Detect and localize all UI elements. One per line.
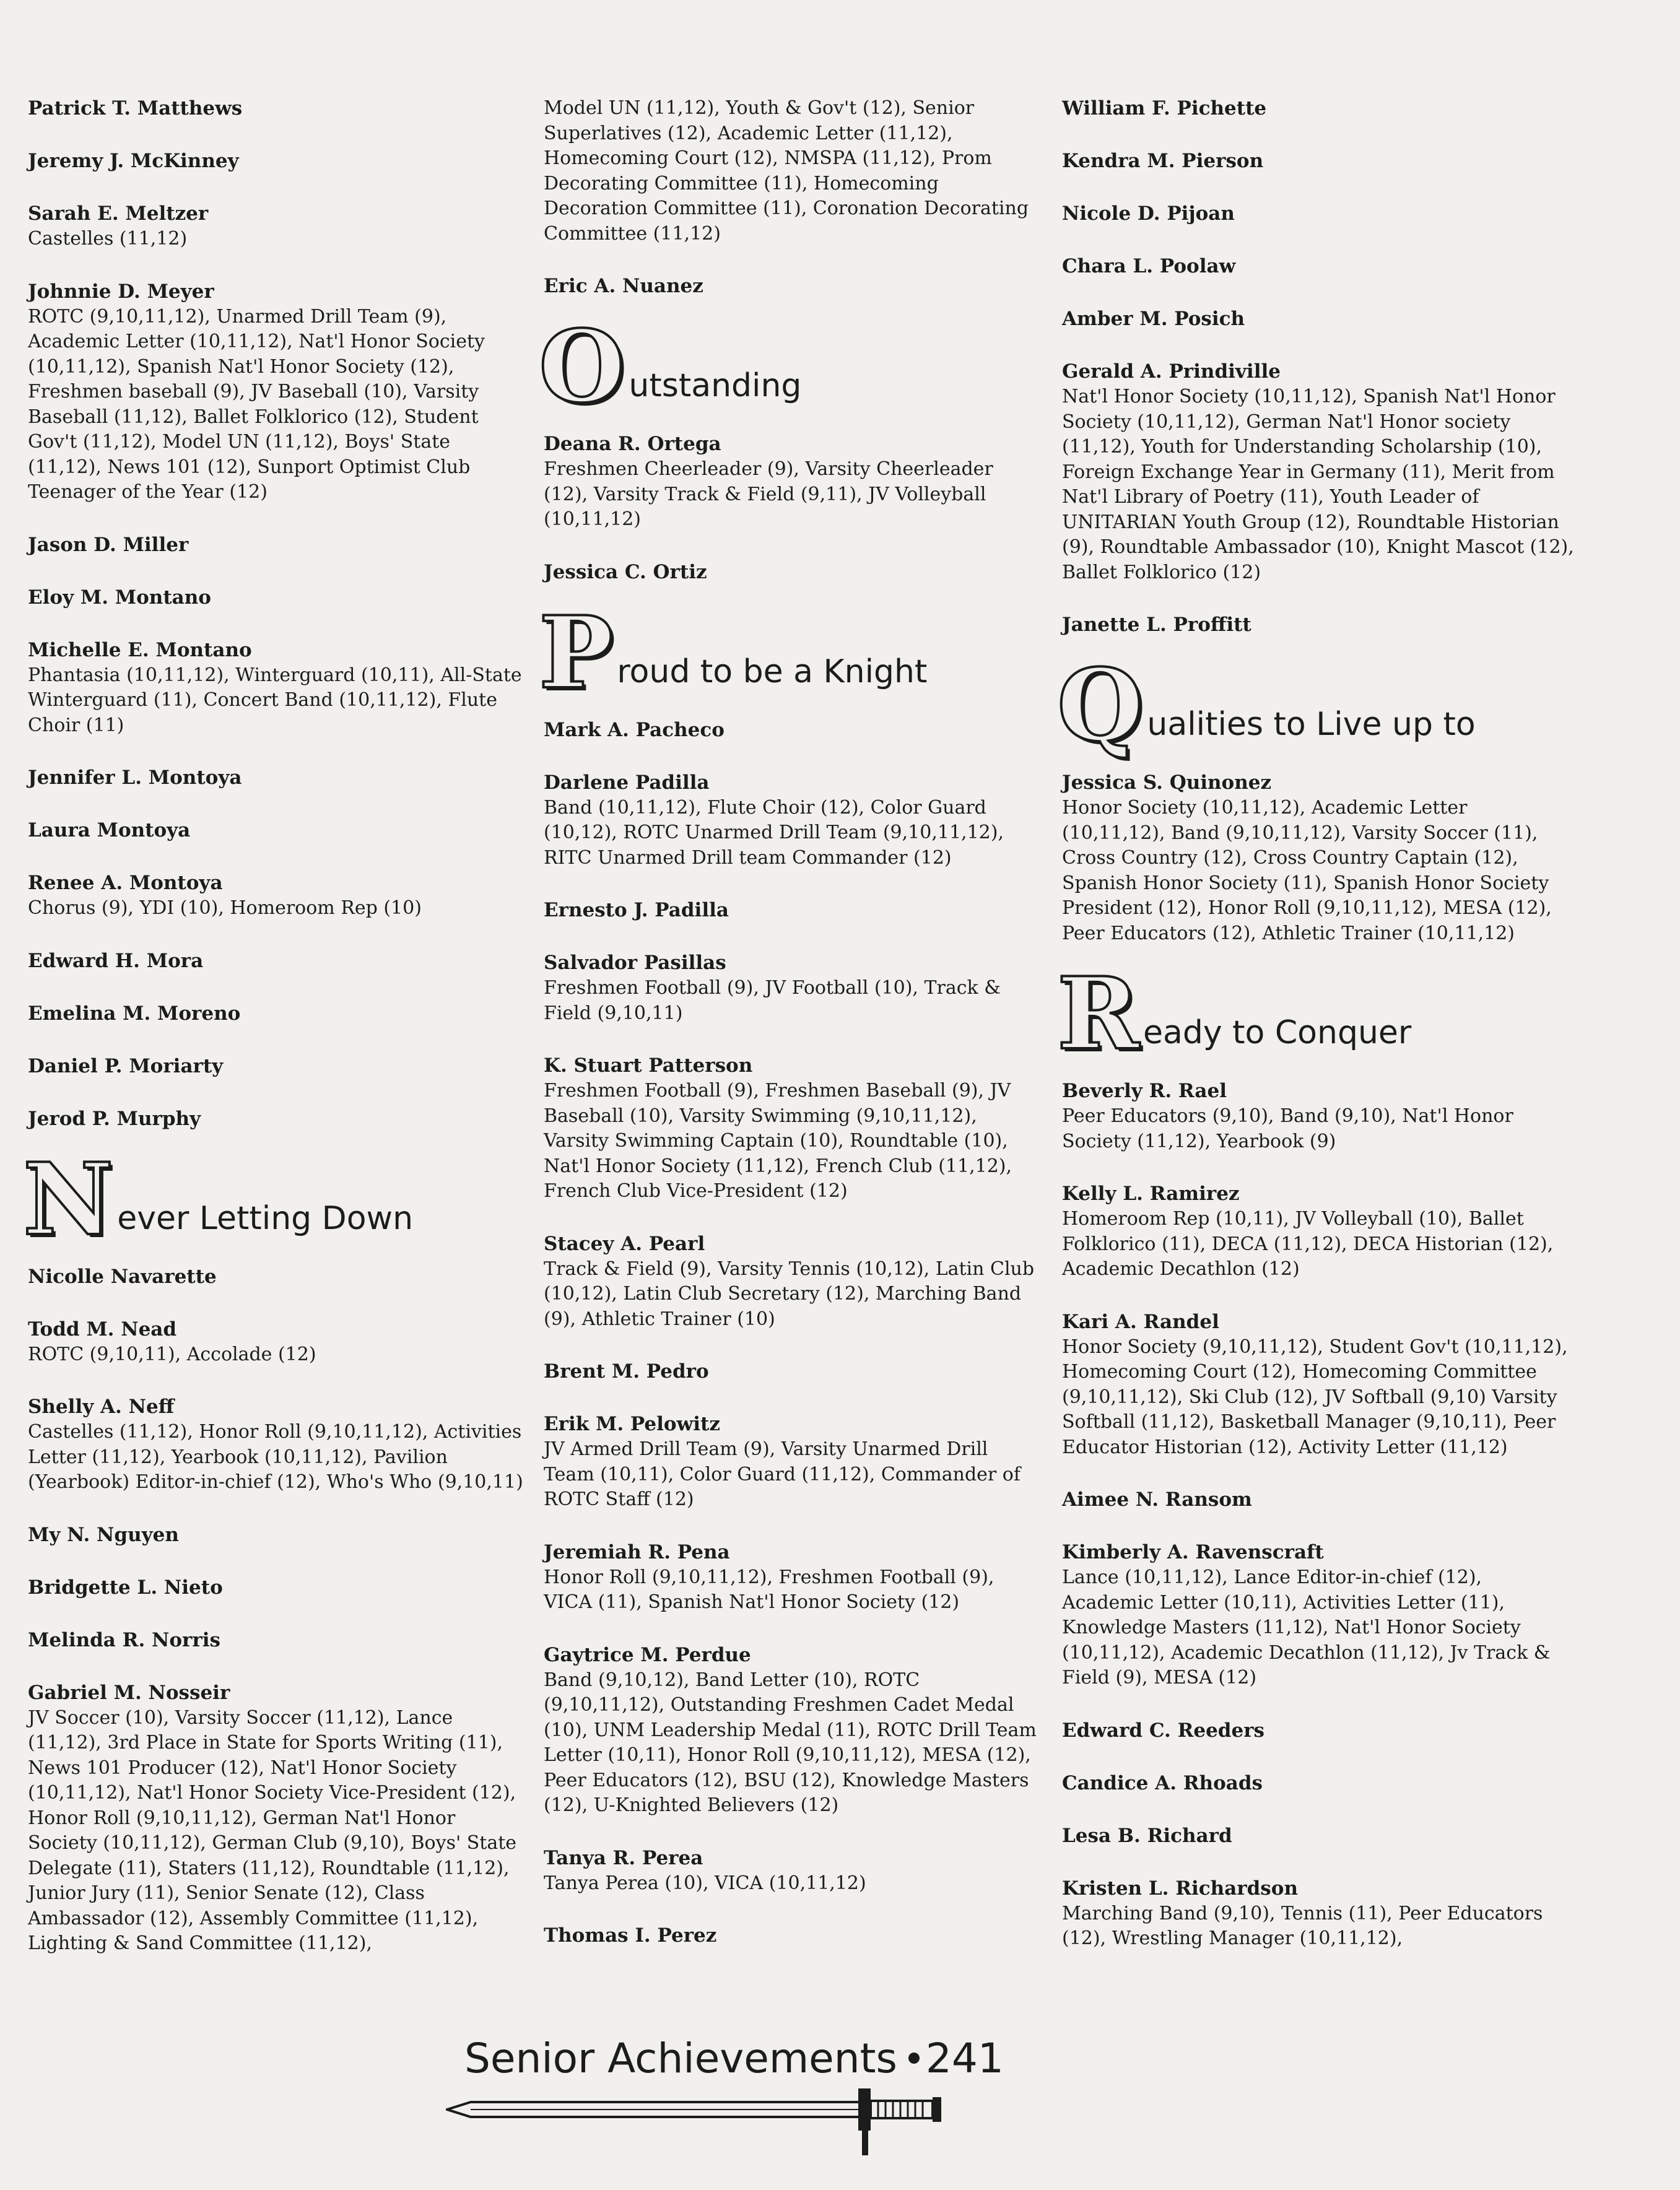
achievement-list: Castelles (11,12) <box>28 228 188 250</box>
senior-name: Brent M. Pedro <box>544 1360 709 1383</box>
senior-name: Todd M. Nead <box>28 1318 177 1341</box>
senior-entry <box>1062 612 1576 638</box>
senior-entry <box>28 1054 523 1079</box>
senior-entry <box>544 950 1039 1026</box>
achievement-list: Nat'l Honor Society (10,11,12), Spanish Nat'l Honor Society (10,11,12), German Nat'l Honor society (11,12), Youth for Understanding Scholarship (10), Foreign Exchange Year in Germany (11), Merit from Nat'l Library of Poetry (11), Youth Leader of UNITARIAN Youth Group (12), Roundtable Historian (9), Roundtable Ambassador (10), Knight Mascot (12), Ballet Folklorico (12) <box>1062 386 1574 583</box>
senior-entry <box>1062 149 1576 174</box>
senior-entry <box>28 585 523 611</box>
senior-entry <box>28 1394 523 1495</box>
senior-name: Kelly L. Ramirez <box>1062 1183 1240 1205</box>
senior-entry <box>544 1359 1039 1384</box>
senior-entry <box>1062 201 1576 227</box>
senior-entry <box>28 871 523 921</box>
senior-entry <box>28 1317 523 1368</box>
senior-entry <box>1062 1540 1576 1691</box>
senior-entry <box>28 1628 523 1653</box>
drop-cap-letter: O <box>539 308 625 425</box>
section-heading <box>23 1141 523 1258</box>
senior-entry <box>28 638 523 739</box>
senior-name: William F. Pichette <box>1062 97 1267 119</box>
achievement-list: ROTC (9,10,11,12), Unarmed Drill Team (9), Academic Letter (10,11,12), Nat'l Honor Society (10,11,12), Spanish Nat'l Honor Society (12), Freshmen baseball (9), JV Baseball (10), Varsity Baseball (11,12), Ballet Folklorico (12), Student Gov't (11,12), Model UN (11,12), Boys' State (11,12), News 101 (12), Sunport Optimist Club Teenager of the Year (12) <box>28 305 485 503</box>
column-2 <box>539 96 1039 1976</box>
achievement-list: Freshmen Football (9), Freshmen Baseball (9), JV Baseball (10), Varsity Swimming (9,10,11,12), Varsity Swimming Captain (10), Roundtable (10), Nat'l Honor Society (11,12), French Club (11,12), French Club Vice-President (12) <box>544 1080 1012 1202</box>
senior-entry <box>1062 1771 1576 1796</box>
senior-name: Kendra M. Pierson <box>1062 150 1264 172</box>
section-heading <box>1057 647 1576 763</box>
section-heading <box>1057 955 1576 1072</box>
senior-name: Janette L. Proffitt <box>1062 614 1251 636</box>
sword-icon <box>446 2077 1127 2158</box>
drop-cap-letter: P <box>539 594 614 711</box>
senior-name: Jennifer L. Montoya <box>28 767 242 789</box>
senior-entry <box>28 1680 523 1957</box>
senior-name: Darlene Padilla <box>544 771 710 794</box>
senior-entry <box>1062 1310 1576 1461</box>
section-heading-text: ever Letting Down <box>117 1199 414 1237</box>
page-footer <box>446 2034 1127 2158</box>
senior-name: K. Stuart Patterson <box>544 1054 753 1077</box>
senior-entry <box>28 818 523 843</box>
senior-entry <box>1062 1718 1576 1744</box>
senior-entry <box>28 1001 523 1027</box>
achievement-list: Homeroom Rep (10,11), JV Volleyball (10), Ballet Folklorico (11), DECA (11,12), DECA Historian (12), Academic Decathlon (12) <box>1062 1208 1554 1280</box>
senior-name: Renee A. Montoya <box>28 872 223 894</box>
senior-entry <box>28 1264 523 1290</box>
drop-cap-letter: N <box>23 1141 114 1258</box>
column-3 <box>1057 96 1576 1979</box>
senior-name: Erik M. Pelowitz <box>544 1413 720 1435</box>
senior-name: Gerald A. Prindiville <box>1062 360 1281 383</box>
entry-continuation: Model UN (11,12), Youth & Gov't (12), Senior Superlatives (12), Academic Letter (11,12), Homecoming Court (12), NMSPA (11,12), Prom Decorating Committee (11), Homecoming Decoration Committee (11), Coronation Decorating Committee (11,12) <box>544 97 1029 245</box>
senior-name: Aimee N. Ransom <box>1062 1488 1252 1511</box>
senior-name: Eloy M. Montano <box>28 586 211 609</box>
senior-entry <box>1062 1876 1576 1952</box>
section-heading <box>539 308 1039 425</box>
senior-entry <box>1062 1487 1576 1513</box>
achievement-list: Honor Society (10,11,12), Academic Letter (10,11,12), Band (9,10,11,12), Varsity Soccer (11), Cross Country (12), Cross Country Captain (12), Spanish Honor Society (11), Spanish Honor Society President (12), Honor Roll (9,10,11,12), MESA (12), Peer Educators (12), Athletic Trainer (10,11,12) <box>1062 797 1552 944</box>
page-number: 241 <box>925 2035 1004 2082</box>
senior-entry <box>28 96 523 121</box>
senior-name: Jerod P. Murphy <box>28 1107 201 1130</box>
senior-name: Michelle E. Montano <box>28 638 252 661</box>
achievement-list: Phantasia (10,11,12), Winterguard (10,11), All-State Winterguard (11), Concert Band (10,11,12), Flute Choir (11) <box>28 664 522 736</box>
senior-entry <box>544 274 1039 299</box>
column-1 <box>23 96 523 1984</box>
senior-name: Amber M. Posich <box>1062 308 1245 330</box>
senior-name: Thomas I. Perez <box>544 1924 717 1947</box>
achievement-list: Freshmen Football (9), JV Football (10), Track & Field (9,10,11) <box>544 977 1001 1024</box>
senior-name: Sarah E. Meltzer <box>28 202 209 225</box>
senior-name: Salvador Pasillas <box>544 952 726 974</box>
sword-hilt-dot <box>908 2053 920 2064</box>
senior-name: Tanya R. Perea <box>544 1846 703 1869</box>
footer-text <box>464 2034 1004 2084</box>
senior-name: Emelina M. Moreno <box>28 1002 241 1025</box>
senior-name: Nicolle Navarette <box>28 1265 217 1288</box>
senior-entry <box>544 1643 1039 1818</box>
section-heading-text: ualities to Live up to <box>1147 706 1476 743</box>
achievement-list: Chorus (9), YDI (10), Homeroom Rep (10) <box>28 897 422 919</box>
senior-entry <box>28 279 523 505</box>
senior-entry <box>28 765 523 791</box>
achievement-list: ROTC (9,10,11), Accolade (12) <box>28 1343 316 1365</box>
senior-name: Laura Montoya <box>28 819 191 841</box>
achievement-list: Honor Society (9,10,11,12), Student Gov't (10,11,12), Homecoming Court (12), Homecoming Committee (9,10,11,12), Ski Club (12), JV Softball (9,10) Varsity Softball (11,12), Basketball Manager (9,10,11), Peer Educator Historian (12), Activity Letter (11,12) <box>1062 1336 1568 1458</box>
senior-entry <box>544 432 1039 532</box>
senior-entry <box>544 1412 1039 1513</box>
senior-entry <box>544 770 1039 871</box>
senior-name: Jessica S. Quinonez <box>1062 771 1272 794</box>
senior-entry <box>28 532 523 558</box>
achievement-list: JV Armed Drill Team (9), Varsity Unarmed Drill Team (10,11), Color Guard (11,12), Commander of ROTC Staff (12) <box>544 1438 1021 1510</box>
achievement-list: Freshmen Cheerleader (9), Varsity Cheerleader (12), Varsity Track & Field (9,11), JV Volleyball (10,11,12) <box>544 458 993 530</box>
senior-entry <box>544 560 1039 585</box>
achievement-list: Lance (10,11,12), Lance Editor-in-chief (12), Academic Letter (10,11), Activities Letter (11), Knowledge Masters (11,12), Nat'l Honor Society (10,11,12), Academic Decathlon (11,12), Jv Track & Field (9), MESA (12) <box>1062 1566 1551 1688</box>
senior-name: Bridgette L. Nieto <box>28 1576 223 1599</box>
senior-entry <box>544 1232 1039 1332</box>
senior-name: Shelly A. Neff <box>28 1396 175 1418</box>
senior-name: Stacey A. Pearl <box>544 1232 705 1255</box>
senior-name: Candice A. Rhoads <box>1062 1771 1263 1794</box>
senior-name: Daniel P. Moriarty <box>28 1054 224 1077</box>
achievement-list: Band (9,10,12), Band Letter (10), ROTC (9,10,11,12), Outstanding Freshmen Cadet Medal (10), UNM Leadership Medal (11), ROTC Drill Team Letter (10,11), Honor Roll (9,10,11,12), MESA (12), Peer Educators (12), BSU (12), Knowledge Masters (12), U-Knighted Believers (12) <box>544 1669 1037 1816</box>
achievement-list: Castelles (11,12), Honor Roll (9,10,11,12), Activities Letter (11,12), Yearbook (10,11,12), Pavilion (Yearbook) Editor-in-chief (12), Who's Who (9,10,11) <box>28 1421 523 1493</box>
senior-entry <box>28 1106 523 1132</box>
senior-entry <box>28 201 523 252</box>
achievement-list: Tanya Perea (10), VICA (10,11,12) <box>544 1872 866 1894</box>
senior-entry <box>544 898 1039 923</box>
senior-name: Chara L. Poolaw <box>1062 255 1236 277</box>
section-heading-text: utstanding <box>629 367 802 404</box>
senior-name: Lesa B. Richard <box>1062 1824 1232 1847</box>
senior-name: Deana R. Ortega <box>544 433 721 455</box>
senior-entry <box>544 1923 1039 1949</box>
achievement-list: Band (10,11,12), Flute Choir (12), Color Guard (10,12), ROTC Unarmed Drill Team (9,10,11,12), RITC Unarmed Drill team Commander (12) <box>544 796 1004 869</box>
senior-entry <box>28 1523 523 1548</box>
achievement-list: Track & Field (9), Varsity Tennis (10,12), Latin Club (10,12), Latin Club Secretary (12), Marching Band (9), Athletic Trainer (10) <box>544 1258 1035 1330</box>
drop-cap-letter: Q <box>1057 647 1144 763</box>
achievement-list: JV Soccer (10), Varsity Soccer (11,12), Lance (11,12), 3rd Place in State for Sports Writing (11), News 101 Producer (12), Nat'l Honor Society (10,11,12), Nat'l Honor Society Vice-President (12), Honor Roll (9,10,11,12), German Nat'l Honor Society (10,11,12), German Club (9,10), Boys' State Delegate (11), Staters (11,12), Roundtable (11,12), Junior Jury (11), Senior Senate (12), Class Ambassador (12), Assembly Committee (11,12), Lighting & Sand Committee (11,12), <box>28 1706 517 1954</box>
senior-name: Kari A. Randel <box>1062 1310 1219 1333</box>
achievement-list: Honor Roll (9,10,11,12), Freshmen Football (9), VICA (11), Spanish Nat'l Honor Society (12) <box>544 1566 995 1613</box>
section-heading <box>539 594 1039 711</box>
senior-entry <box>544 1540 1039 1615</box>
senior-name: Gabriel M. Nosseir <box>28 1681 230 1704</box>
senior-entry <box>1062 1079 1576 1154</box>
drop-cap-letter: R <box>1057 955 1139 1072</box>
senior-entry <box>544 718 1039 743</box>
senior-entry <box>544 1053 1039 1204</box>
senior-entry <box>544 1846 1039 1897</box>
footer-title: Senior Achievements <box>464 2035 897 2082</box>
senior-name: Jeremy J. McKinney <box>28 150 239 172</box>
senior-name: Ernesto J. Padilla <box>544 899 729 921</box>
senior-name: Jessica C. Ortiz <box>544 560 707 583</box>
senior-entry <box>1062 1823 1576 1849</box>
senior-name: Edward H. Mora <box>28 949 204 972</box>
section-heading-text: roud to be a Knight <box>617 653 928 690</box>
senior-name: Kristen L. Richardson <box>1062 1877 1298 1900</box>
senior-name: Mark A. Pacheco <box>544 718 725 741</box>
senior-name: Kimberly A. Ravenscraft <box>1062 1541 1324 1563</box>
senior-name: Eric A. Nuanez <box>544 275 703 297</box>
achievement-list: Peer Educators (9,10), Band (9,10), Nat'l Honor Society (11,12), Yearbook (9) <box>1062 1105 1513 1152</box>
senior-entry <box>28 1575 523 1601</box>
senior-entry <box>1062 770 1576 946</box>
achievement-list: Marching Band (9,10), Tennis (11), Peer Educators (12), Wrestling Manager (10,11,12), <box>1062 1902 1543 1949</box>
senior-name: Edward C. Reeders <box>1062 1719 1264 1742</box>
senior-name: My N. Nguyen <box>28 1523 179 1546</box>
senior-entry <box>1062 96 1576 121</box>
senior-name: Melinda R. Norris <box>28 1628 220 1651</box>
senior-entry <box>1062 1181 1576 1282</box>
section-heading-text: eady to Conquer <box>1142 1014 1412 1051</box>
senior-entry <box>28 949 523 974</box>
senior-entry <box>1062 306 1576 332</box>
senior-name: Jeremiah R. Pena <box>544 1540 730 1563</box>
senior-name: Nicole D. Pijoan <box>1062 202 1235 225</box>
senior-name: Patrick T. Matthews <box>28 97 243 119</box>
senior-name: Jason D. Miller <box>28 533 189 556</box>
senior-name: Johnnie D. Meyer <box>28 280 214 303</box>
senior-name: Beverly R. Rael <box>1062 1080 1227 1102</box>
senior-name: Gaytrice M. Perdue <box>544 1643 751 1666</box>
senior-entry <box>1062 254 1576 279</box>
senior-entry <box>28 149 523 174</box>
senior-entry <box>1062 359 1576 585</box>
